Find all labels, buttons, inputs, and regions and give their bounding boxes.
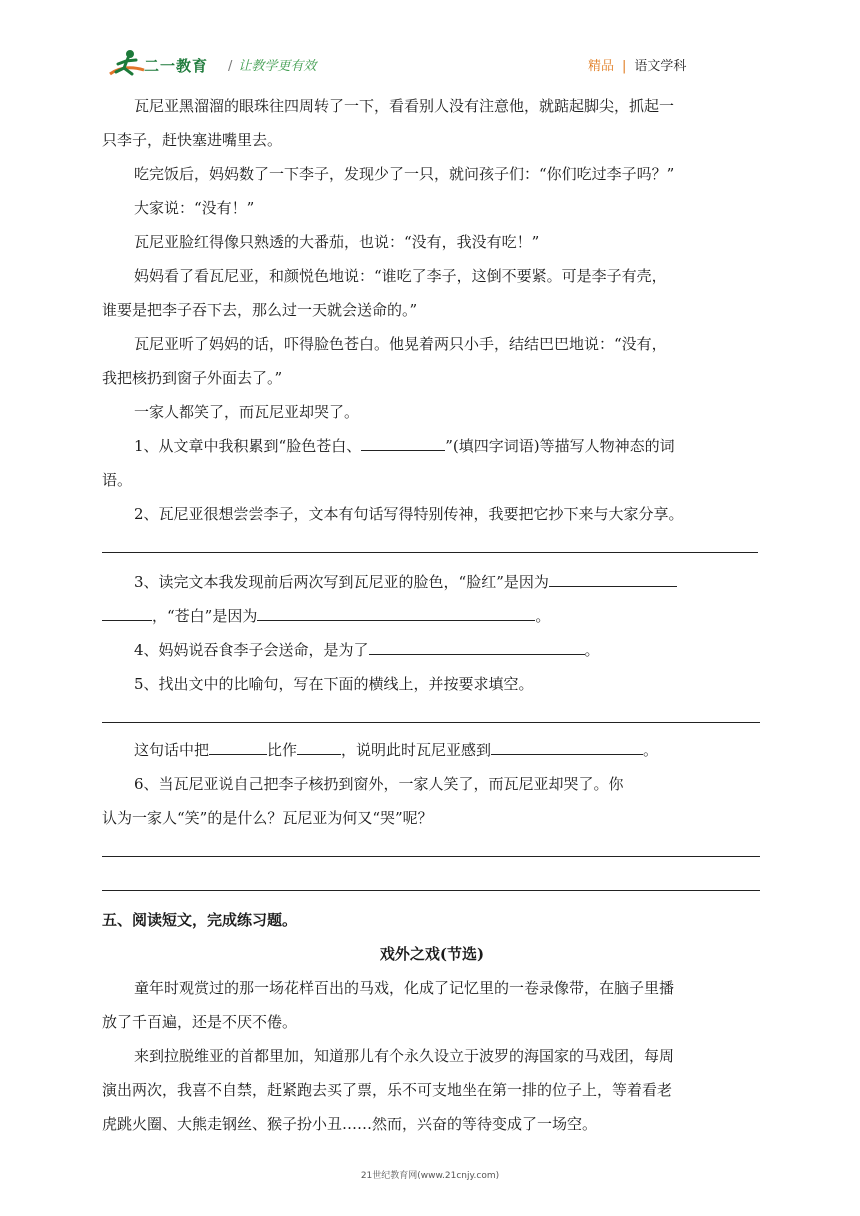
paragraph: 一家人都笑了，而瓦尼亚却哭了。 [134,403,360,421]
paragraph: 只李子，赶快塞进嘴里去。 [102,131,283,149]
question-2: 2、瓦尼亚很想尝尝李子，文本有句话写得特别传神，我要把它抄下来与大家分享。 [134,505,684,523]
question-3 [134,572,677,592]
answer-line[interactable] [102,552,758,553]
question-text: 4、妈妈说吞食李子会送命，是为了 [134,641,369,659]
question-1 [134,436,675,456]
question-text: 语。 [102,471,133,489]
page-footer: 21世纪教育网(www.21cnjy.com) [360,1171,500,1181]
question-text: 3、读完文本我发现前后两次写到瓦尼亚的脸色，“脸红”是因为 [134,573,549,591]
paragraph: 谁要是把李子吞下去，那么过一天就会送命的。” [102,301,418,319]
paragraph: 放了千百遍，还是不厌不倦。 [102,1013,298,1031]
answer-blank[interactable] [297,740,341,755]
section-title: 五、阅读短文，完成练习题。 [102,911,298,929]
quality-label: 精品 [588,59,615,74]
paragraph: 大家说：“没有！” [134,199,255,217]
question-3-cont [102,606,550,626]
logo-text: 二一教育 [144,57,209,75]
page-header [0,0,860,88]
paragraph: 瓦尼亚黑溜溜的眼珠往四周转了一下，看看别人没有注意他，就踮起脚尖，抓起一 [134,97,675,115]
answer-blank[interactable] [257,606,535,621]
question-text: 。 [535,607,551,625]
slogan-text: 让教学更有效 [238,59,317,74]
paragraph: 我把核扔到窗子外面去了。” [102,369,283,387]
header-right [588,55,686,74]
question-text: 认为一家人“笑”的是什么？瓦尼亚为何又“哭”呢？ [102,809,433,827]
answer-line[interactable] [102,890,760,891]
question-text: 比作 [267,741,298,759]
question-text: 。 [643,741,659,759]
question-text: 这句话中把 [134,741,210,759]
answer-line[interactable] [102,856,760,857]
question-text: ，“苍白”是因为 [152,607,258,625]
paragraph: 妈妈看了看瓦尼亚，和颜悦色地说：“谁吃了李子，这倒不要紧。可是李子有壳， [134,267,667,285]
question-text: ，说明此时瓦尼亚感到 [341,741,492,759]
paragraph: 演出两次，我喜不自禁，赶紧跑去买了票，乐不可支地坐在第一排的位子上，等着看老 [102,1081,673,1099]
question-5-fill [134,740,658,760]
question-6: 6、当瓦尼亚说自己把李子核扔到窗外，一家人笑了，而瓦尼亚却哭了。你 [134,775,624,793]
answer-blank[interactable] [491,740,643,755]
passage-title: 戏外之戏(节选) [379,945,485,963]
answer-blank[interactable] [369,640,585,655]
subject-label: 语文学科 [634,59,687,74]
question-text: 。 [584,641,600,659]
paragraph: 来到拉脱维亚的首都里加，知道那儿有个永久设立于波罗的海国家的马戏团，每周 [134,1047,675,1065]
answer-blank[interactable] [549,572,677,587]
question-4 [134,640,600,660]
question-5: 5、找出文中的比喻句，写在下面的横线上，并按要求填空。 [134,675,534,693]
answer-blank[interactable] [361,436,445,451]
question-text: 1、从文章中我积累到“脸色苍白、 [134,437,362,455]
header-slogan: / 让教学更有效 [228,59,317,74]
answer-line[interactable] [102,722,760,723]
answer-blank[interactable] [102,606,152,621]
paragraph: 瓦尼亚脸红得像只熟透的大番茄，也说：“没有，我没有吃！” [134,233,540,251]
paragraph: 吃完饭后，妈妈数了一下李子，发现少了一只，就问孩子们：“你们吃过李子吗？” [134,165,675,183]
paragraph: 瓦尼亚听了妈妈的话，吓得脸色苍白。他晃着两只小手，结结巴巴地说：“没有， [134,335,667,353]
paragraph: 虎跳火圈、大熊走钢丝、猴子扮小丑……然而，兴奋的等待变成了一场空。 [102,1115,598,1133]
answer-blank[interactable] [209,740,267,755]
question-text: ”(填四字词语)等描写人物神态的词 [445,437,675,455]
header-divider: | [622,59,627,74]
paragraph: 童年时观赏过的那一场花样百出的马戏，化成了记忆里的一卷录像带，在脑子里播 [134,979,675,997]
